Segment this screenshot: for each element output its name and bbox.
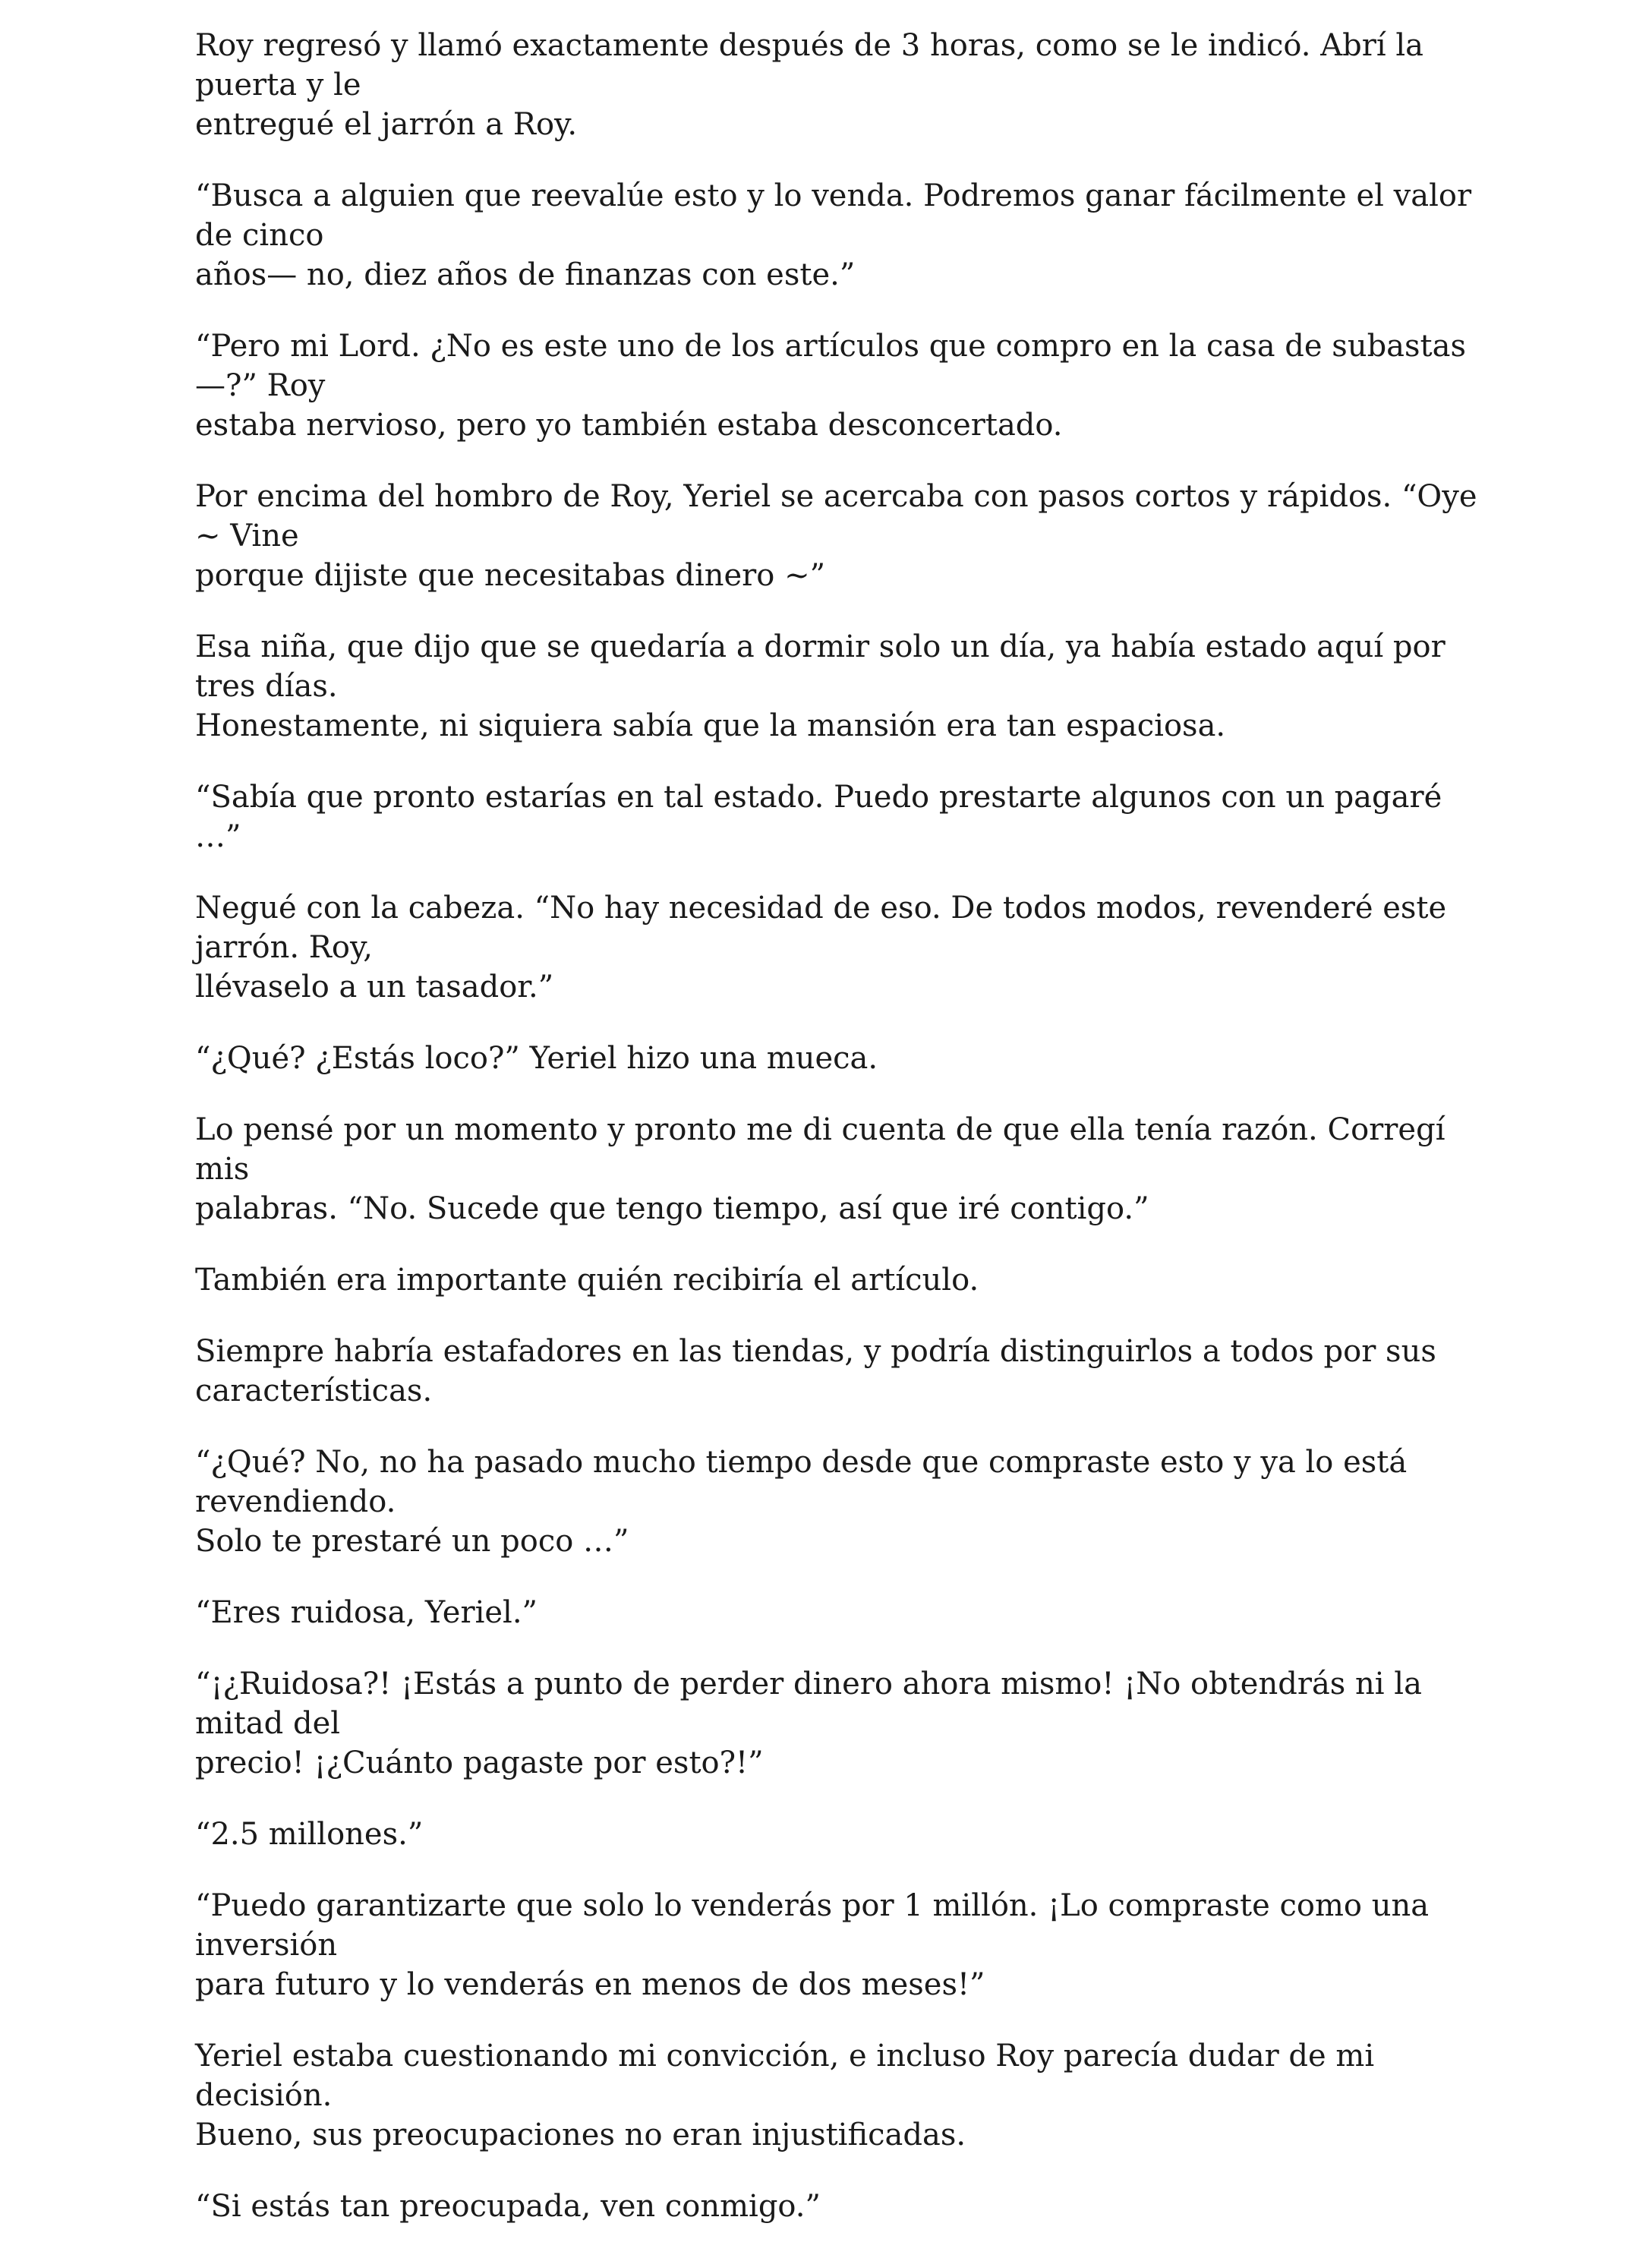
paragraph: “Sabía que pronto estarías en tal estado. Puedo prestarte algunos con un pagaré …” (195, 780, 1442, 854)
paragraph: “Busca a alguien que reevalúe esto y lo venda. Podremos ganar fácilmente el valor de cinco años— no, diez años de finanzas con este.” (195, 178, 1472, 292)
paragraph: “¿Qué? No, no ha pasado mucho tiempo desde que compraste esto y ya lo está revendiendo. Solo te prestaré un poco …” (195, 1445, 1408, 1559)
document-body (195, 26, 1486, 2258)
paragraph: Esa niña, que dijo que se quedaría a dormir solo un día, ya había estado aquí por tres días. Honestamente, ni siquiera sabía que la mansión era tan espaciosa. (195, 629, 1446, 743)
paragraph: “2.5 millones.” (195, 1817, 424, 1852)
paragraph: Lo pensé por un momento y pronto me di cuenta de que ella tenía razón. Corregí mis palabras. “No. Sucede que tengo tiempo, así que iré contigo.” (195, 1112, 1446, 1226)
paragraph: Negué con la cabeza. “No hay necesidad de eso. De todos modos, revenderé este jarrón. Roy, llévaselo a un tasador.” (195, 891, 1447, 1004)
paragraph: “Pero mi Lord. ¿No es este uno de los artículos que compro en la casa de subastas—?” Roy estaba nervioso, pero yo también estaba desconcertado. (195, 329, 1467, 443)
paragraph: “Si estás tan preocupada, ven conmigo.” (195, 2189, 821, 2224)
paragraph: Yeriel estaba cuestionando mi convicción, e incluso Roy parecía dudar de mi decisión. Bueno, sus preocupaciones no eran injustificadas. (195, 2039, 1375, 2152)
paragraph: Roy regresó y llamó exactamente después de 3 horas, como se le indicó. Abrí la puerta y le entregué el jarrón a Roy. (195, 28, 1423, 142)
paragraph: “¿Qué? ¿Estás loco?” Yeriel hizo una mueca. (195, 1041, 878, 1076)
paragraph: “¡¿Ruidosa?! ¡Estás a punto de perder dinero ahora mismo! ¡No obtendrás ni la mitad del precio! ¡¿Cuánto pagaste por esto?!” (195, 1667, 1422, 1780)
paragraph: Siempre habría estafadores en las tiendas, y podría distinguirlos a todos por sus características. (195, 1334, 1436, 1408)
paragraph: Por encima del hombro de Roy, Yeriel se acercaba con pasos cortos y rápidos. “Oye ~ Vine porque dijiste que necesitabas dinero ~” (195, 479, 1477, 593)
paragraph: “Eres ruidosa, Yeriel.” (195, 1595, 538, 1630)
paragraph: También era importante quién recibiría el artículo. (195, 1263, 979, 1298)
paragraph: “Puedo garantizarte que solo lo venderás por 1 millón. ¡Lo compraste como una inversión para futuro y lo venderás en menos de dos meses!” (195, 1888, 1430, 2002)
